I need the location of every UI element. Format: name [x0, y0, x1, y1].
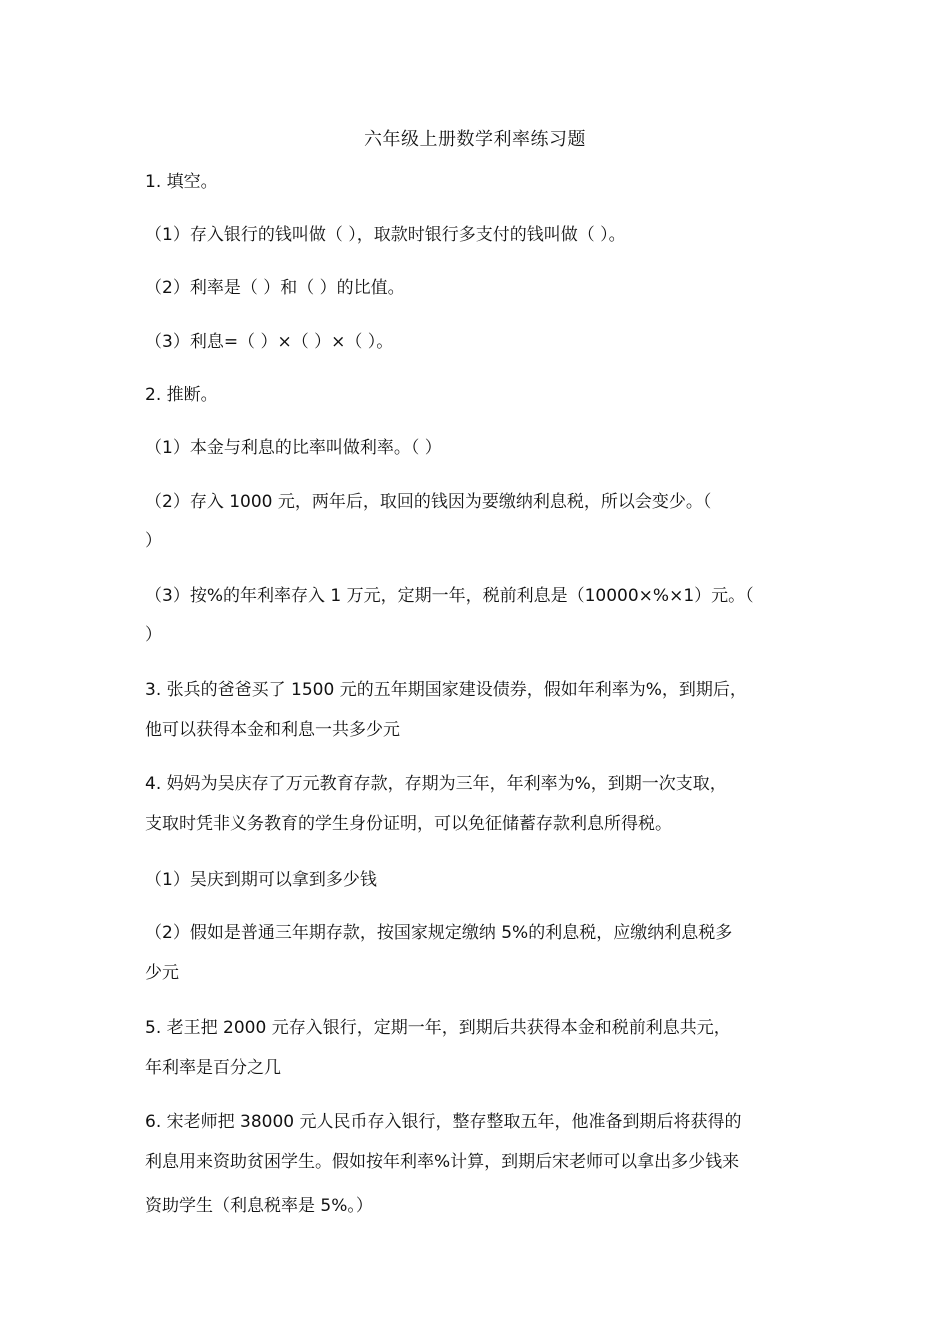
q6-line-1: 6. 宋老师把 38000 元人民币存入银行，整存整取五年，他准备到期后将获得的	[145, 1112, 742, 1132]
q6-line-3: 资助学生（利息税率是 5%。）	[145, 1196, 373, 1216]
q4-item-1: （1）吴庆到期可以拿到多少钱	[145, 870, 377, 890]
q6-line-2: 利息用来资助贫困学生。假如按年利率%计算，到期后宋老师可以拿出多少钱来	[145, 1152, 740, 1172]
q4-item-2-cont: 少元	[145, 963, 179, 983]
q2-item-2: （2）存入 1000 元，两年后，取回的钱因为要缴纳利息税，所以会变少。（	[145, 492, 712, 512]
q2-item-1: （1）本金与利息的比率叫做利率。（ ）	[145, 438, 442, 458]
q4-line-1: 4. 妈妈为吴庆存了万元教育存款，存期为三年，年利率为%，到期一次支取，	[145, 774, 727, 794]
q3-line-1: 3. 张兵的爸爸买了 1500 元的五年期国家建设债券，假如年利率为%，到期后，	[145, 680, 747, 700]
q5-line-2: 年利率是百分之几	[145, 1058, 281, 1078]
q1-item-2: （2）利率是（ ）和（ ）的比值。	[145, 278, 405, 298]
q2-item-2-cont: ）	[145, 531, 162, 551]
q2-item-3: （3）按%的年利率存入 1 万元，定期一年，税前利息是（10000×%×1）元。（	[145, 586, 754, 606]
q2-heading: 2. 推断。	[145, 385, 218, 405]
q1-item-3: （3）利息=（ ）×（ ）×（ ）。	[145, 332, 394, 352]
q5-line-1: 5. 老王把 2000 元存入银行，定期一年，到期后共获得本金和税前利息共元，	[145, 1018, 731, 1038]
q3-line-2: 他可以获得本金和利息一共多少元	[145, 720, 400, 740]
q4-item-2: （2）假如是普通三年期存款，按国家规定缴纳 5%的利息税，应缴纳利息税多	[145, 923, 733, 943]
q1-heading: 1. 填空。	[145, 172, 218, 192]
document-title: 六年级上册数学利率练习题	[364, 129, 586, 150]
q4-line-2: 支取时凭非义务教育的学生身份证明，可以免征储蓄存款利息所得税。	[145, 814, 672, 834]
q1-item-1: （1）存入银行的钱叫做（ ），取款时银行多支付的钱叫做（ ）。	[145, 225, 626, 245]
q2-item-3-cont: ）	[145, 625, 162, 645]
